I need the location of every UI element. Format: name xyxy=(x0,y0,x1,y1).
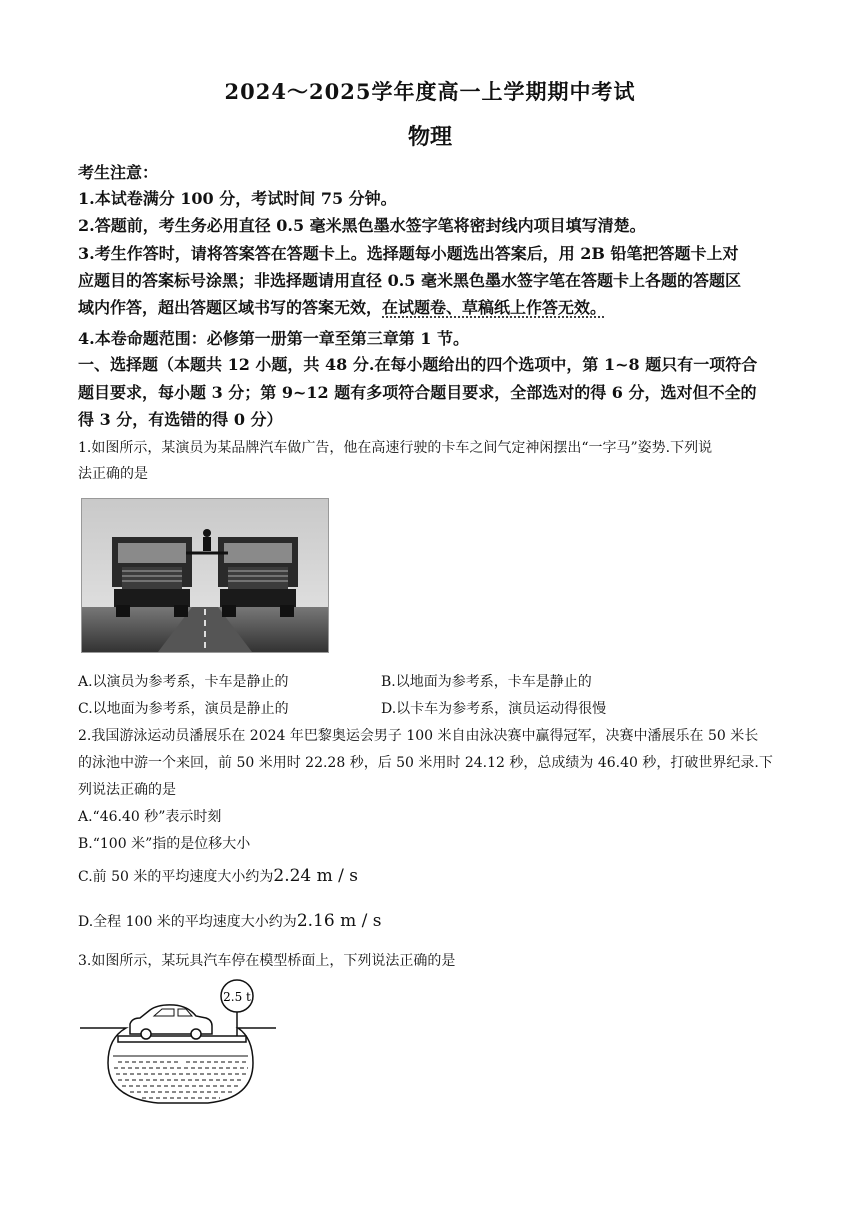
section-instructions: 得 3 分，有选错的得 0 分） xyxy=(78,410,283,429)
formula-value: 2.16 m / s xyxy=(296,911,382,931)
section-heading: 一、选择题（本题共 12 小题，共 48 分.在每小题给出的四个选项中，第 1~8 题只有一项符合 xyxy=(78,355,758,374)
notice-item: 4.本卷命题范围：必修第一册第一章至第三章第 1 节。 xyxy=(78,329,469,348)
notice-heading: 考生注意： xyxy=(78,163,159,182)
q1-option-a: A.以演员为参考系，卡车是静止的 xyxy=(78,674,289,690)
q3-stem: 3.如图所示，某玩具汽车停在模型桥面上，下列说法正确的是 xyxy=(78,953,456,969)
trucks-photo xyxy=(81,498,329,653)
q1-option-b: B.以地面为参考系，卡车是静止的 xyxy=(381,674,592,690)
q1-option-c: C.以地面为参考系，演员是静止的 xyxy=(78,701,289,717)
q2-option-c: C.前 50 米的平均速度大小约为2.24 m / s xyxy=(78,866,359,886)
notice-item: 2.答题前，考生务必用直径 0.5 毫米黑色墨水签字笔将密封线内项目填写清楚。 xyxy=(78,216,646,235)
exam-title: 2024～2025学年度高一上学期期中考试 xyxy=(224,79,636,104)
bridge-diagram xyxy=(78,978,278,1113)
q2-option-a: A.“46.40 秒”表示时刻 xyxy=(78,809,222,825)
notice-item: 3.考生作答时，请将答案答在答题卡上。选择题每小题选出答案后，用 2B 铅笔把答题卡上对 xyxy=(78,244,739,263)
q1-stem: 1.如图所示，某演员为某品牌汽车做广告，他在高速行驶的卡车之间气定神闲摆出“一字马”姿势.下列说 xyxy=(78,440,713,456)
q2-option-d: D.全程 100 米的平均速度大小约为2.16 m / s xyxy=(78,911,382,931)
notice-item: 1.本试卷满分 100 分，考试时间 75 分钟。 xyxy=(78,189,397,208)
q1-stem: 法正确的是 xyxy=(78,466,148,482)
q1-option-d: D.以卡车为参考系，演员运动得很慢 xyxy=(381,701,607,717)
toy-car-icon xyxy=(130,1005,212,1039)
formula-value: 2.24 m / s xyxy=(273,866,359,886)
notice-item: 应题目的答案标号涂黑；非选择题请用直径 0.5 毫米黑色墨水签字笔在答题卡上各题的答题区 xyxy=(78,271,741,290)
q2-stem: 的泳池中游一个来回，前 50 米用时 22.28 秒，后 50 米用时 24.12 秒，总成绩为 46.40 秒，打破世界纪录.下 xyxy=(78,755,773,771)
q2-stem: 2.我国游泳运动员潘展乐在 2024 年巴黎奥运会男子 100 米自由泳决赛中赢得冠军，决赛中潘展乐在 50 米长 xyxy=(78,728,759,744)
q2-stem: 列说法正确的是 xyxy=(78,782,176,798)
emphasis-dotted-text: 在试题卷、草稿纸上作答无效。 xyxy=(382,298,607,317)
weight-limit-sign-label: 2.5 t xyxy=(223,990,251,1004)
q2-option-b: B.“100 米”指的是位移大小 xyxy=(78,836,251,852)
section-instructions: 题目要求，每小题 3 分；第 9~12 题有多项符合题目要求，全部选对的得 6 分，选对但不全的 xyxy=(78,383,757,402)
exam-subject: 物理 xyxy=(407,124,452,150)
notice-item: 域内作答，超出答题区域书写的答案无效，在试题卷、草稿纸上作答无效。 xyxy=(78,298,607,317)
